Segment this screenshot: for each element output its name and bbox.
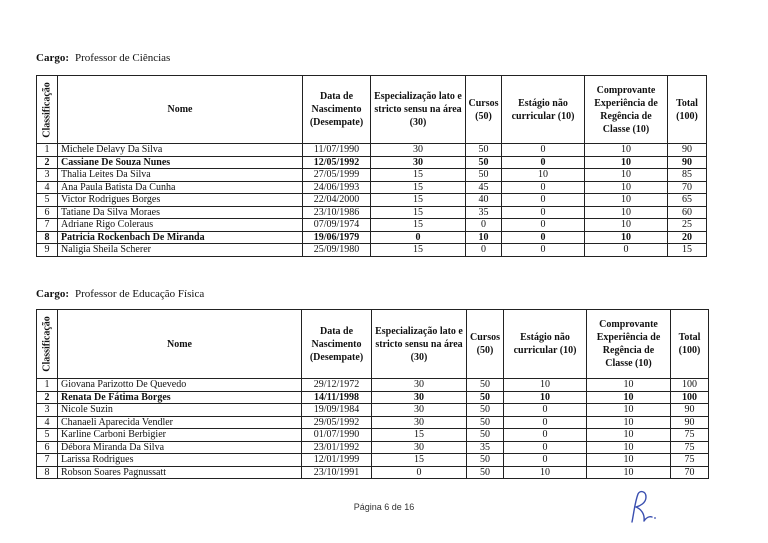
comprovante-cell: 10 [587,391,671,404]
especializacao-cell: 30 [372,391,467,404]
estagio-cell: 10 [504,391,587,404]
birthdate-cell: 23/10/1986 [303,206,371,219]
header-comprovante: Comprovante Experiência de Regência de Classe (10) [587,310,671,379]
rank-cell: 8 [37,231,58,244]
total-cell: 90 [671,416,709,429]
comprovante-cell: 10 [587,441,671,454]
total-cell: 90 [668,144,707,157]
rank-cell: 4 [37,416,58,429]
table-row [37,244,707,257]
name-cell: Adriane Rigo Coleraus [58,219,303,232]
total-cell: 15 [668,244,707,257]
total-cell: 75 [671,441,709,454]
cargo-heading-2 [36,288,204,300]
rank-cell: 8 [37,466,58,479]
table-row [37,231,707,244]
estagio-cell: 0 [502,244,585,257]
rank-cell: 4 [37,181,58,194]
total-cell: 100 [671,391,709,404]
name-cell: Tatiane Da Silva Moraes [58,206,303,219]
cursos-cell: 50 [467,379,504,392]
total-cell: 20 [668,231,707,244]
total-cell: 85 [668,169,707,182]
cursos-cell: 50 [467,454,504,467]
estagio-cell: 10 [504,466,587,479]
table-header-row [37,310,709,379]
table-row [37,441,709,454]
rank-cell: 5 [37,194,58,207]
comprovante-cell: 10 [587,416,671,429]
name-cell: Naligia Sheila Scherer [58,244,303,257]
especializacao-cell: 15 [371,244,466,257]
birthdate-cell: 27/05/1999 [303,169,371,182]
cargo-label: Cargo: [36,52,69,64]
birthdate-cell: 24/06/1993 [303,181,371,194]
header-total: Total (100) [671,310,709,379]
especializacao-cell: 30 [371,156,466,169]
cursos-cell: 35 [467,441,504,454]
rank-cell: 9 [37,244,58,257]
cursos-cell: 50 [467,429,504,442]
name-cell: Patricia Rockenbach De Miranda [58,231,303,244]
header-classificacao: Classificação [37,76,58,144]
header-estagio: Estágio não curricular (10) [504,310,587,379]
comprovante-cell: 10 [587,379,671,392]
name-cell: Giovana Parizotto De Quevedo [58,379,302,392]
cursos-cell: 35 [466,206,502,219]
signature-icon [622,488,662,533]
total-cell: 65 [668,194,707,207]
cursos-cell: 50 [466,144,502,157]
comprovante-cell: 10 [585,231,668,244]
estagio-cell: 0 [502,231,585,244]
cursos-cell: 0 [466,219,502,232]
rank-cell: 7 [37,454,58,467]
estagio-cell: 0 [504,429,587,442]
cursos-cell: 50 [467,391,504,404]
comprovante-cell: 10 [587,429,671,442]
birthdate-cell: 12/05/1992 [303,156,371,169]
header-cursos: Cursos (50) [466,76,502,144]
rank-cell: 1 [37,144,58,157]
cursos-cell: 50 [467,404,504,417]
name-cell: Renata De Fátima Borges [58,391,302,404]
table-row [37,194,707,207]
comprovante-cell: 10 [587,454,671,467]
birthdate-cell: 11/07/1990 [303,144,371,157]
cursos-cell: 0 [466,244,502,257]
cursos-cell: 50 [467,466,504,479]
table-header-row [37,76,707,144]
especializacao-cell: 15 [371,169,466,182]
birthdate-cell: 23/01/1992 [302,441,372,454]
birthdate-cell: 22/04/2000 [303,194,371,207]
estagio-cell: 0 [504,454,587,467]
rank-cell: 3 [37,169,58,182]
name-cell: Chanaeli Aparecida Vendler [58,416,302,429]
birthdate-cell: 25/09/1980 [303,244,371,257]
estagio-cell: 10 [502,169,585,182]
rank-cell: 5 [37,429,58,442]
cursos-cell: 50 [467,416,504,429]
especializacao-cell: 15 [371,181,466,194]
comprovante-cell: 10 [585,194,668,207]
estagio-cell: 0 [504,441,587,454]
especializacao-cell: 30 [372,404,467,417]
cursos-cell: 50 [466,169,502,182]
estagio-cell: 0 [502,181,585,194]
estagio-cell: 0 [502,194,585,207]
birthdate-cell: 29/12/1972 [302,379,372,392]
comprovante-cell: 10 [585,219,668,232]
header-cursos: Cursos (50) [467,310,504,379]
name-cell: Larissa Rodrigues [58,454,302,467]
estagio-cell: 10 [504,379,587,392]
header-classificacao: Classificação [37,310,58,379]
birthdate-cell: 14/11/1998 [302,391,372,404]
especializacao-cell: 0 [371,231,466,244]
rank-cell: 2 [37,156,58,169]
cursos-cell: 50 [466,156,502,169]
comprovante-cell: 0 [585,244,668,257]
table-body [37,144,707,257]
table-row [37,466,709,479]
comprovante-cell: 10 [585,181,668,194]
total-cell: 90 [671,404,709,417]
comprovante-cell: 10 [587,466,671,479]
cargo-value: Professor de Ciências [75,52,171,64]
total-cell: 100 [671,379,709,392]
comprovante-cell: 10 [585,144,668,157]
table-row [37,429,709,442]
table-row [37,181,707,194]
cursos-cell: 40 [466,194,502,207]
name-cell: Karline Carboni Berbigier [58,429,302,442]
table-row [37,404,709,417]
birthdate-cell: 07/09/1974 [303,219,371,232]
name-cell: Michele Delavy Da Silva [58,144,303,157]
especializacao-cell: 30 [372,379,467,392]
name-cell: Débora Miranda Da Silva [58,441,302,454]
total-cell: 75 [671,429,709,442]
estagio-cell: 0 [502,156,585,169]
cargo-value: Professor de Educação Física [75,288,205,300]
rank-cell: 1 [37,379,58,392]
comprovante-cell: 10 [585,169,668,182]
rank-cell: 7 [37,219,58,232]
header-especializacao: Especialização lato e stricto sensu na área (30) [372,310,467,379]
cargo-label: Cargo: [36,288,69,300]
table-row [37,144,707,157]
especializacao-cell: 15 [371,219,466,232]
birthdate-cell: 29/05/1992 [302,416,372,429]
rank-cell: 2 [37,391,58,404]
table-row [37,219,707,232]
table-row [37,416,709,429]
cursos-cell: 45 [466,181,502,194]
total-cell: 60 [668,206,707,219]
total-cell: 70 [668,181,707,194]
birthdate-cell: 19/06/1979 [303,231,371,244]
table-row [37,206,707,219]
cargo-heading-1 [36,52,170,64]
total-cell: 75 [671,454,709,467]
header-estagio: Estágio não curricular (10) [502,76,585,144]
rank-cell: 3 [37,404,58,417]
table-row [37,391,709,404]
header-nome: Nome [58,310,302,379]
total-cell: 70 [671,466,709,479]
especializacao-cell: 15 [372,429,467,442]
comprovante-cell: 10 [585,206,668,219]
table-row [37,156,707,169]
header-data: Data de Nascimento (Desempate) [302,310,372,379]
table-body [37,379,709,479]
birthdate-cell: 23/10/1991 [302,466,372,479]
name-cell: Ana Paula Batista Da Cunha [58,181,303,194]
cursos-cell: 10 [466,231,502,244]
estagio-cell: 0 [502,206,585,219]
especializacao-cell: 15 [371,194,466,207]
rank-cell: 6 [37,441,58,454]
ranking-table-educacao-fisica [36,309,709,479]
especializacao-cell: 30 [371,144,466,157]
comprovante-cell: 10 [585,156,668,169]
especializacao-cell: 30 [372,416,467,429]
especializacao-cell: 15 [372,454,467,467]
header-nome: Nome [58,76,303,144]
name-cell: Victor Rodrigues Borges [58,194,303,207]
name-cell: Nicole Suzin [58,404,302,417]
table-row [37,379,709,392]
name-cell: Thalia Leites Da Silva [58,169,303,182]
header-data: Data de Nascimento (Desempate) [303,76,371,144]
estagio-cell: 0 [502,144,585,157]
comprovante-cell: 10 [587,404,671,417]
birthdate-cell: 12/01/1999 [302,454,372,467]
header-comprovante: Comprovante Experiência de Regência de Classe (10) [585,76,668,144]
estagio-cell: 0 [504,416,587,429]
birthdate-cell: 01/07/1990 [302,429,372,442]
name-cell: Cassiane De Souza Nunes [58,156,303,169]
header-especializacao: Especialização lato e stricto sensu na área (30) [371,76,466,144]
ranking-table-ciencias [36,75,707,257]
table-row [37,169,707,182]
table-row [37,454,709,467]
name-cell: Robson Soares Pagnussatt [58,466,302,479]
total-cell: 90 [668,156,707,169]
total-cell: 25 [668,219,707,232]
rank-cell: 6 [37,206,58,219]
especializacao-cell: 30 [372,441,467,454]
header-total: Total (100) [668,76,707,144]
estagio-cell: 0 [502,219,585,232]
estagio-cell: 0 [504,404,587,417]
especializacao-cell: 0 [372,466,467,479]
birthdate-cell: 19/09/1984 [302,404,372,417]
page-number: Página 6 de 16 [353,502,415,512]
especializacao-cell: 15 [371,206,466,219]
